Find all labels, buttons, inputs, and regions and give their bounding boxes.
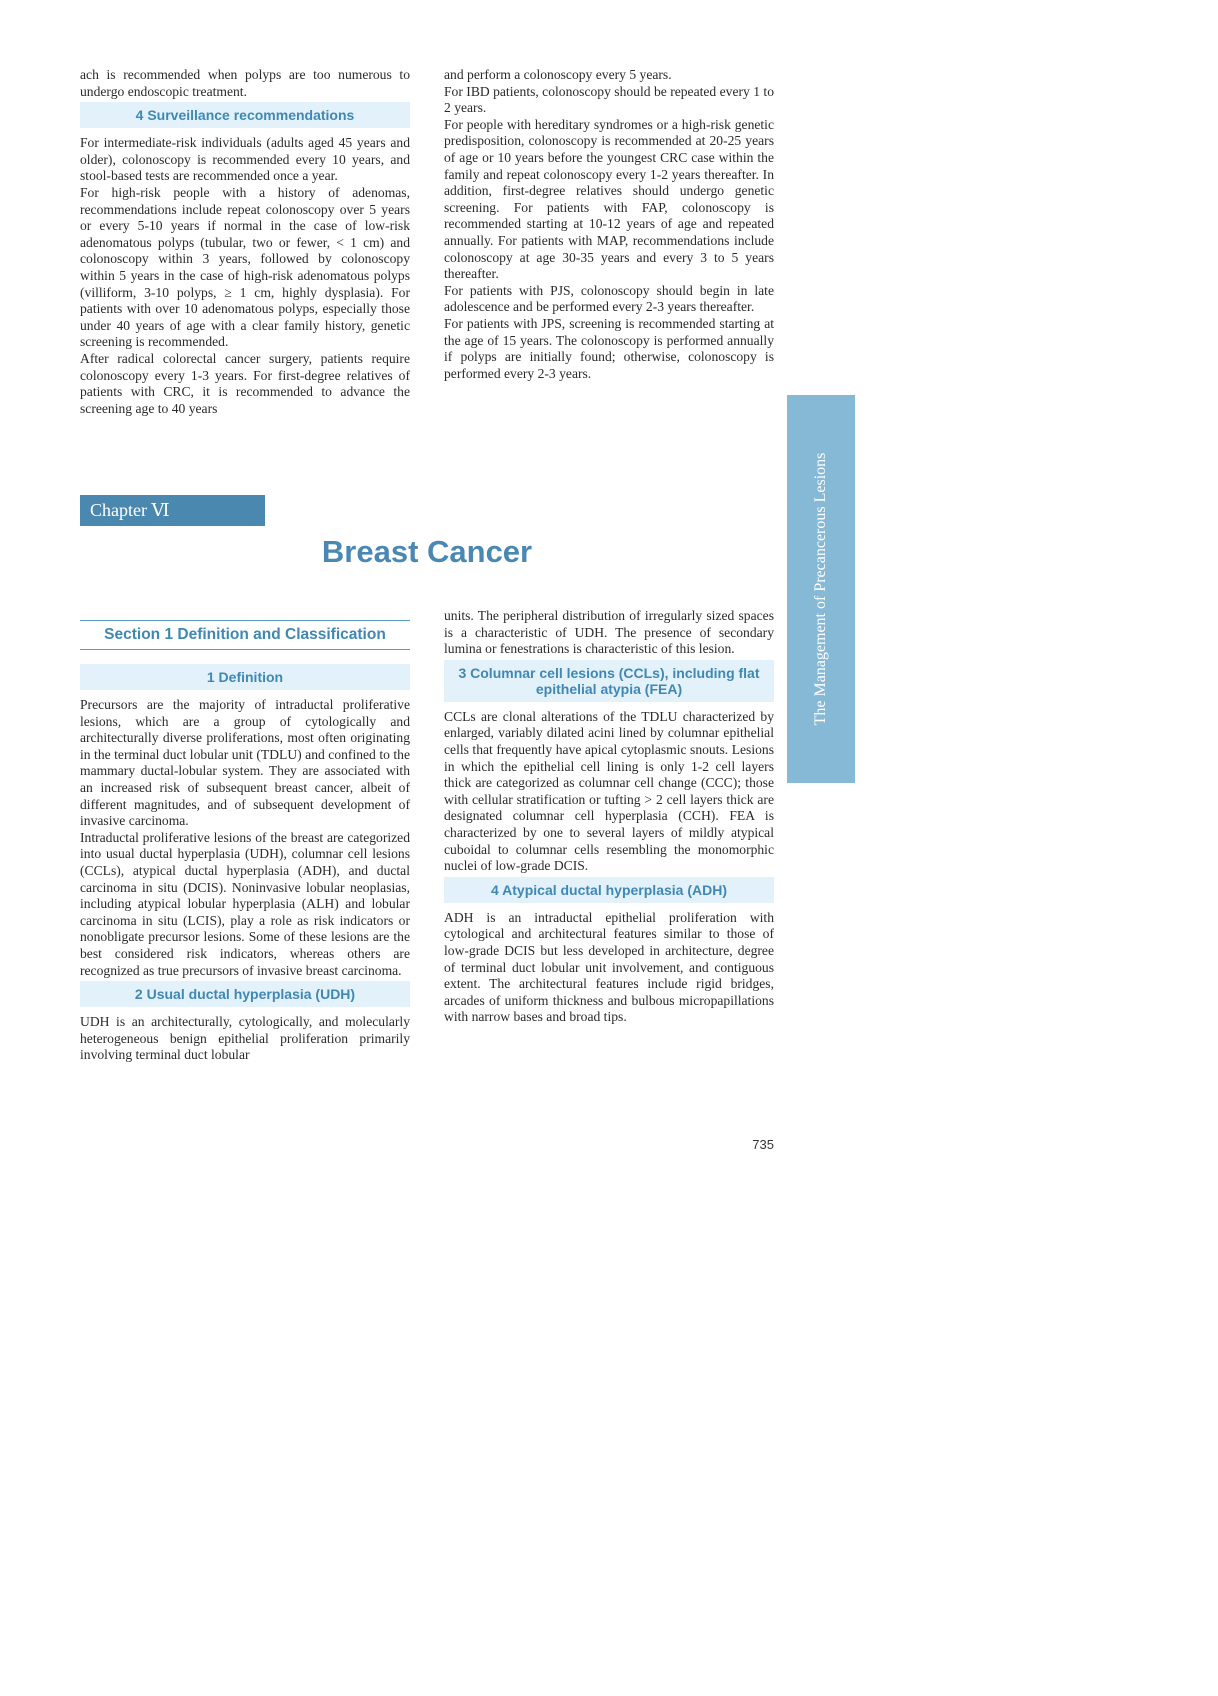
paragraph: For patients with PJS, colonoscopy should begin in late adolescence and be performed every 2-3 years thereafter.	[444, 282, 774, 315]
paragraph: ADH is an intraductal epithelial proliferation with cytological and architectural features similar to those of low-grade DCIS but less developed in architecture, degree of terminal duct lobular unit involvement, and contiguous extent. The architectural features include rigid bridges, arcades of uniform thickness and bulbous micropapillations with narrow bases and broad tips.	[444, 909, 774, 1025]
page-number: 735	[752, 1137, 774, 1152]
paragraph: For IBD patients, colonoscopy should be repeated every 1 to 2 years.	[444, 83, 774, 116]
subheading-adh: 4 Atypical ductal hyperplasia (ADH)	[444, 877, 774, 903]
paragraph: units. The peripheral distribution of irregularly sized spaces is a characteristic of UDH. The presence of secondary lumina or fenestrations is characteristic of this lesion.	[444, 608, 774, 657]
paragraph: CCLs are clonal alterations of the TDLU characterized by enlarged, variably dilated acini lined by columnar epithelial cells that frequently have apical cytoplasmic snouts. Lesions in which the epithelial cell lining is only 1-2 cell layers thick are categorized as columnar cell change (CCC); those with cellular stratification or tufting > 2 cell layers thick are designated columnar cell hyperplasia (CCH). FEA is characterized by one to several layers of mildly atypical cuboidal to columnar cells resembling the monomorphic nuclei of low-grade DCIS.	[444, 708, 774, 874]
subheading-definition: 1 Definition	[80, 664, 410, 690]
top-left-column	[80, 67, 410, 417]
paragraph: For intermediate-risk individuals (adults aged 45 years and older), colonoscopy is recommended every 10 years, and stool-based tests are recommended once a year.	[80, 135, 410, 184]
paragraph: and perform a colonoscopy every 5 years.	[444, 67, 672, 82]
subheading-udh: 2 Usual ductal hyperplasia (UDH)	[80, 981, 410, 1007]
paragraph: For high-risk people with a history of adenomas, recommendations include repeat colonoscopy over 5 years or every 5-10 years if normal in the case of low-risk adenomatous polyps (tubular, two or fewer, < 1 cm) and colonoscopy within 3 years, followed by colonoscopy within 5 years in the case of high-risk adenomatous polyps (villiform, 3-10 polyps, ≥ 1 cm, highly dysplasia). For patients with over 10 adenomatous polyps, especially those under 40 years of age with a clear family history, genetic screening is recommended.	[80, 184, 410, 350]
paragraph: ach is recommended when polyps are too numerous to undergo endoscopic treatment.	[80, 67, 410, 99]
chapter-title: Breast Cancer	[321, 534, 533, 569]
chapter-label: Chapter Ⅵ	[80, 495, 265, 526]
bottom-left-column	[80, 620, 410, 1064]
side-tab	[787, 395, 855, 783]
paragraph: After radical colorectal cancer surgery, patients require colonoscopy every 1-3 years. For first-degree relatives of patients with CRC, it is recommended to advance the screening age to 40 years	[80, 350, 410, 416]
subheading-surveillance: 4 Surveillance recommendations	[80, 102, 410, 128]
top-right-column	[444, 67, 774, 382]
paragraph: Intraductal proliferative lesions of the breast are categorized into usual ductal hyperplasia (UDH), columnar cell lesions (CCLs), atypical ductal hyperplasia (ADH), and ductal carcinoma in situ (DCIS). Noninvasive lobular neoplasias, including atypical lobular hyperplasia (ALH) and lobular carcinoma in situ (LCIS), play a role as risk indicators or nonobligate precursor lesions. Some of these lesions are the best considered risk indicators, whereas others are recognized as true precursors of invasive breast carcinoma.	[80, 829, 410, 978]
paragraph: Precursors are the majority of intraductal proliferative lesions, which are a group of cytologically and architecturally diverse proliferations, most often originating in the terminal duct lobular unit (TDLU) and confined to the mammary ductal-lobular system. They are associated with an increased risk of subsequent breast cancer, albeit of different magnitudes, and of subsequent development of invasive carcinoma.	[80, 697, 410, 829]
paragraph: For people with hereditary syndromes or a high-risk genetic predisposition, colonoscopy is recommended at 20-25 years of age or 10 years before the youngest CRC case within the family and repeat colonoscopy every 1-2 years thereafter. In addition, first-degree relatives should undergo genetic screening. For patients with FAP, colonoscopy is recommended starting at 10-12 years of age and repeated annually. For patients with MAP, recommendations include colonoscopy at age 30-35 years and every 3 to 5 years thereafter.	[444, 116, 774, 282]
section-heading: Section 1 Definition and Classification	[80, 620, 410, 650]
subheading-ccl: 3 Columnar cell lesions (CCLs), including flat epithelial atypia (FEA)	[444, 660, 774, 702]
bottom-right-column	[444, 608, 774, 1026]
paragraph: UDH is an architecturally, cytologically, and molecularly heterogeneous benign epithelial proliferation primarily involving terminal duct lobular	[80, 1014, 410, 1063]
paragraph: For patients with JPS, screening is recommended starting at the age of 15 years. The colonoscopy is performed annually if polyps are initially found; otherwise, colonoscopy is performed every 2-3 years.	[444, 315, 774, 381]
side-tab-label: The Management of Precancerous Lesions	[812, 452, 829, 726]
